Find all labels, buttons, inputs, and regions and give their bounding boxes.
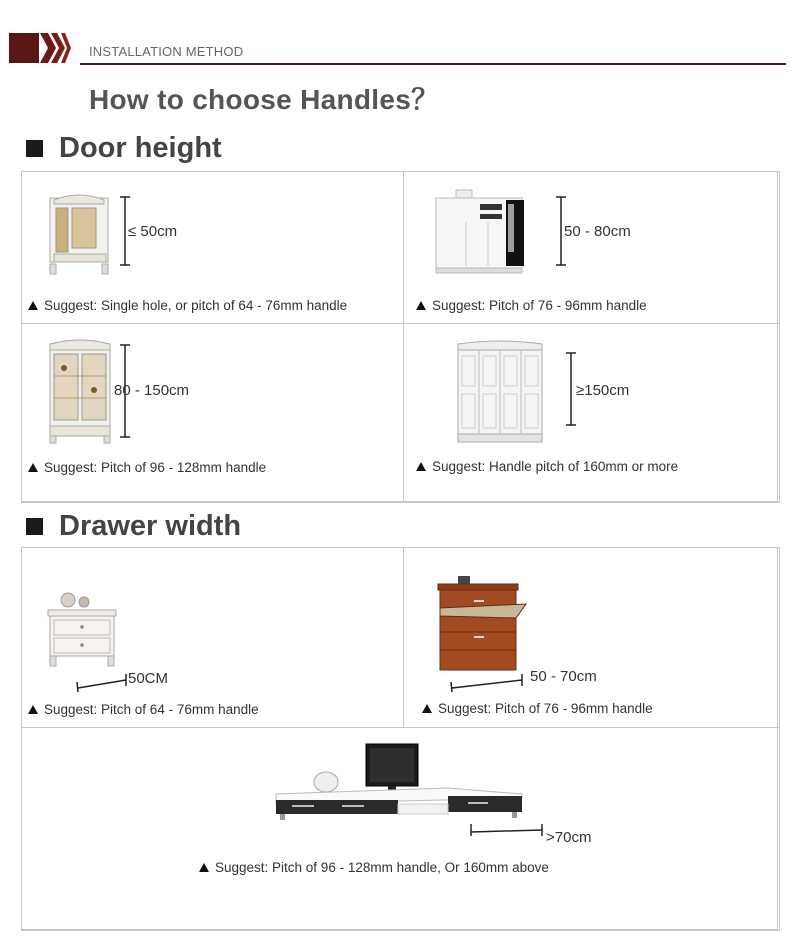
- header-divider: [80, 63, 786, 65]
- triangle-bullet-icon: [28, 463, 38, 472]
- width-bracket-icon: [76, 672, 128, 694]
- drawer-dimension-3: >70cm: [546, 829, 592, 846]
- door-suggest-2: Suggest: Pitch of 76 - 96mm handle: [416, 298, 647, 313]
- door-suggest-3: Suggest: Pitch of 96 - 128mm handle: [28, 460, 266, 475]
- shoe-cabinet-image: [434, 574, 534, 674]
- bullet-square-icon: [26, 140, 43, 157]
- triangle-bullet-icon: [28, 301, 38, 310]
- width-bracket-icon: [450, 672, 524, 694]
- door-dimension-3: 80 - 150cm: [114, 382, 190, 399]
- door-dimension-2: 50 - 80cm: [564, 223, 631, 240]
- door-dimension-4: ≥150cm: [576, 382, 630, 399]
- triangle-bullet-icon: [28, 705, 38, 714]
- tv-cabinet-image: [272, 742, 532, 832]
- nightstand-image: [44, 590, 124, 668]
- drawer-dimension-1: 50CM: [128, 670, 169, 687]
- drawer-width-title: Drawer width: [59, 510, 242, 542]
- door-height-heading: [26, 132, 222, 165]
- drawer-suggest-3: Suggest: Pitch of 96 - 128mm handle, Or 160mm above: [199, 860, 549, 875]
- small-cabinet-image: [44, 192, 114, 277]
- triangle-bullet-icon: [422, 704, 432, 713]
- door-cell-3: [21, 323, 404, 503]
- display-cabinet-image: [44, 336, 116, 444]
- door-cell-2: [403, 171, 780, 324]
- triangle-bullet-icon: [416, 462, 426, 471]
- triangle-bullet-icon: [416, 301, 426, 310]
- drawer-cell-1: [21, 547, 404, 728]
- drawer-cell-2: [403, 547, 780, 728]
- door-cell-1: [21, 171, 404, 324]
- door-suggest-1: Suggest: Single hole, or pitch of 64 - 76mm handle: [28, 298, 347, 313]
- drawer-suggest-2: Suggest: Pitch of 76 - 96mm handle: [422, 701, 653, 716]
- door-dimension-1: ≤ 50cm: [128, 223, 178, 240]
- wardrobe-image: [454, 338, 546, 444]
- drawer-width-grid: [21, 547, 778, 930]
- drawer-dimension-2: 50 - 70cm: [530, 668, 597, 685]
- door-height-grid: [21, 171, 778, 502]
- page-title: How to choose Handles？: [89, 84, 440, 115]
- brand-arrows-icon: [9, 33, 71, 63]
- drawer-width-heading: [26, 510, 241, 543]
- bullet-square-icon: [26, 518, 43, 535]
- sideboard-image: [432, 186, 542, 276]
- drawer-cell-3: [21, 727, 780, 931]
- door-suggest-4: Suggest: Handle pitch of 160mm or more: [416, 459, 678, 474]
- triangle-bullet-icon: [199, 863, 209, 872]
- width-bracket-icon: [470, 822, 544, 840]
- installation-method-label: INSTALLATION METHOD: [89, 44, 244, 59]
- door-cell-4: [403, 323, 780, 503]
- drawer-suggest-1: Suggest: Pitch of 64 - 76mm handle: [28, 702, 259, 717]
- door-height-title: Door height: [59, 132, 222, 164]
